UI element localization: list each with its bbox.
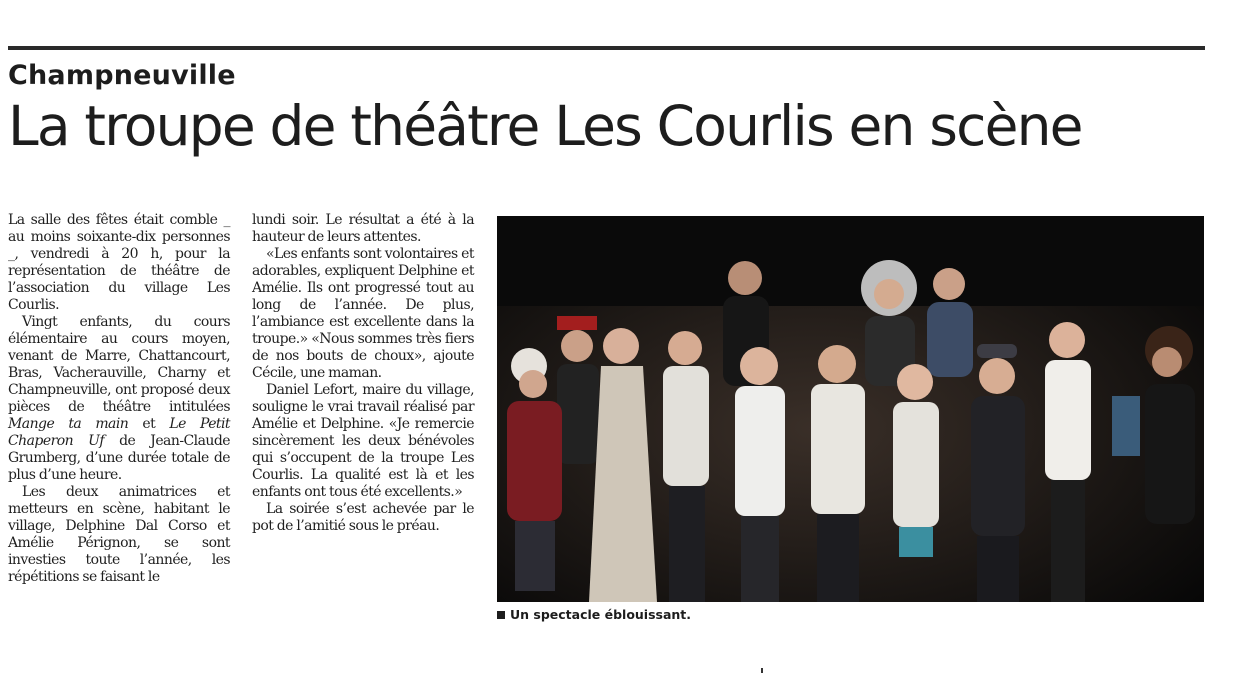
top-rule [8,46,1205,50]
child-figure-curly [1145,326,1195,524]
caption-bullet-icon [497,611,505,619]
paragraph-conjunction: et [142,416,156,432]
play-title-1: Mange ta main [8,416,129,432]
article-column-2 [252,212,474,535]
photo-caption [497,607,691,622]
photo-caption-text: Un spectacle éblouissant. [510,607,692,622]
child-figure [663,331,709,602]
paragraph-animators: Les deux animatrices et metteurs en scène, habitant le village, Delphine Dal Corso et Amélie Pérignon, se sont investies toute l’année, les répétitions se faisant le [8,484,230,585]
paragraph-mayor: Daniel Lefort, maire du village, souligne le vrai travail réalisé par Amélie et Delphine. «Je remercie sincèrement les deux bénévoles qui s’occupent de la troupe Les Courlis. La qualité est là et les enfants ont tous été excellents.» [252,382,474,500]
kicker-location: Champneuville [8,60,236,91]
paragraph-children-end: de Jean-Claude Grumberg, d’une durée totale de plus d’une heure. [8,433,231,483]
paragraph-result: lundi soir. Le résultat a été à la hauteur de leurs attentes. [252,212,474,245]
paragraph-closing: La soirée s’est achevée par le pot de l’amitié sous le préau. [252,501,474,534]
paragraph-intro: La salle des fêtes était comble _ au moins soixante-dix personnes _, vendredi à 20 h, pour la représentation de théâtre de l’association du village Les Courlis. [8,212,230,313]
child-figure [1045,322,1091,602]
paragraph-children-text: Vingt enfants, du cours élémentaire au cours moyen, venant de Marre, Chattancourt, Bras, Vacherauville, Charny et Champneuville, ont proposé deux pièces de théâtre intitulées [8,314,230,415]
headline: La troupe de théâtre Les Courlis en scène [8,94,1082,158]
paragraph-quote: «Les enfants sont volontaires et adorables, expliquent Delphine et Amélie. Ils ont progressé tout au long de l’année. De plus, l’ambiance est excellente dans la troupe.» «Nous sommes très fiers de nos bouts de choux», ajoute Cécile, une maman. [252,246,474,381]
paragraph-children [8,314,230,484]
page-mark [761,668,763,673]
play-title-2: Le Petit Chaperon Uf [8,416,231,449]
troupe-photo [497,216,1204,602]
article-column-1 [8,212,230,586]
